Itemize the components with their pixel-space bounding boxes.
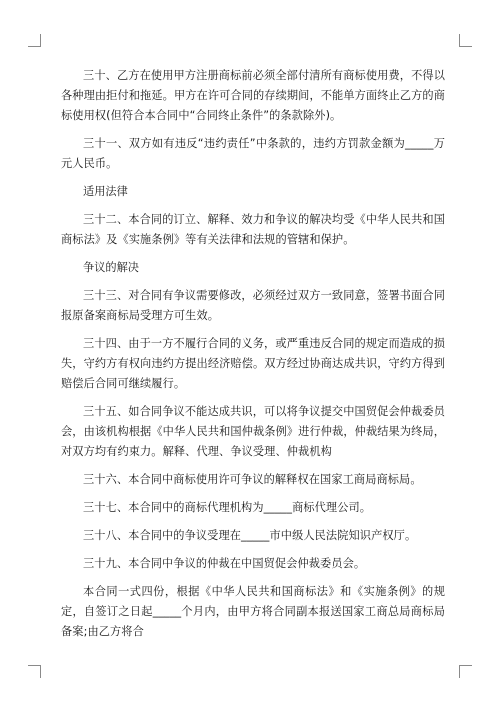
document-body xyxy=(61,66,445,650)
section-heading-dispute-resolution: 争议的解决 xyxy=(83,261,139,274)
clause-31: 三十一、双方如有违反“违约责任”中条款的，违约方罚款金额为_____万元人民币。 xyxy=(61,137,445,170)
crop-mark-bottom-right xyxy=(459,665,472,678)
clause-35: 三十五、如合同争议不能达成共识，可以将争议提交中国贸促会仲裁委员会，由该机构根据《中华人民共和国仲裁条例》进行仲裁，仲裁结果为终局，对双方均有约束力。解释、代理、争议受理、仲裁机构 xyxy=(61,405,445,458)
clause-34: 三十四、由于一方不履行合同的义务，或严重违反合同的规定而造成的损失，守约方有权向违约方提出经济赔偿。双方经过协商达成共识，守约方得到赔偿后合同可继续履行。 xyxy=(61,337,445,390)
crop-mark-bottom-left xyxy=(28,665,41,678)
clause-39: 三十九、本合同中争议的仲裁在中国贸促会仲裁委员会。 xyxy=(83,557,366,570)
clause-32: 三十二、本合同的订立、解释、效力和争议的解决均受《中华人民共和国商标法》及《实施条例》等有关法律和法规的管辖和保护。 xyxy=(61,213,445,246)
clause-38: 三十八、本合同中的争议受理在_____市中级人民法院知识产权厅。 xyxy=(83,529,417,542)
section-heading-applicable-law: 适用法律 xyxy=(83,185,128,198)
clause-30: 三十、乙方在使用甲方注册商标前必须全部付清所有商标使用费，不得以各种理由拒付和拖延。甲方在许可合同的存续期间，不能单方面终止乙方的商标使用权(但符合本合同中“合同终止条件”的条款除外)。 xyxy=(61,69,445,122)
crop-mark-top-right xyxy=(459,34,472,47)
closing-paragraph: 本合同一式四份，根据《中华人民共和国商标法》和《实施条例》的规定，自签订之日起_____个月内，由甲方将合同副本报送国家工商总局商标局备案;由乙方将合 xyxy=(61,585,445,638)
clause-33: 三十三、对合同有争议需要修改，必须经过双方一致同意，签署书面合同报原备案商标局受理方可生效。 xyxy=(61,289,445,322)
crop-mark-top-left xyxy=(28,34,41,47)
clause-37: 三十七、本合同中的商标代理机构为_____商标代理公司。 xyxy=(83,501,372,514)
clause-36: 三十六、本合同中商标使用许可争议的解释权在国家工商局商标局。 xyxy=(83,473,422,486)
